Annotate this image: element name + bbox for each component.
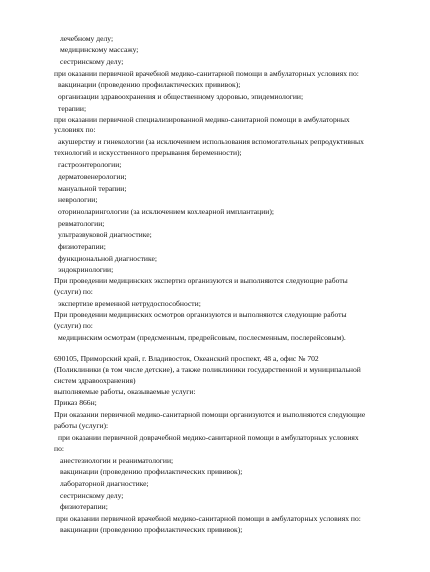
text-line: Приказ 866н; [54, 398, 97, 407]
text-line: при оказании первичной врачебной медико-санитарной помощи в амбулаторных условиях по: [54, 69, 359, 78]
text-line: систем здравоохранения) [54, 376, 136, 385]
text-line: При оказании первичной медико-санитарной помощи организуются и выполняются следующие [54, 410, 366, 419]
text-line: вакцинации (проведению профилактических прививок); [60, 525, 243, 534]
text-line: условиях по: [54, 125, 96, 134]
text-line: мануальной терапии; [58, 184, 127, 193]
text-line: медицинским осмотрам (предсменным, предрейсовым, послесменным, послерейсовым). [58, 333, 346, 342]
text-line: вакцинации (проведению профилактических прививок); [60, 467, 243, 476]
text-line: эндокринологии; [58, 265, 114, 274]
text-line: (услуги) по: [54, 287, 93, 296]
text-line: при оказании первичной специализированной медико-санитарной помощи в амбулаторных [54, 115, 350, 124]
text-line: гастроэнтерологии; [58, 160, 122, 169]
text-line: технологий и искусственного прерывания беременности); [54, 148, 242, 157]
address-line: 690105, Приморский край, г. Владивосток, Океанский проспект, 48 а, офис № 702 [54, 354, 319, 363]
text-line: работы (услуги): [54, 421, 109, 430]
text-line: по: [54, 444, 64, 453]
text-line: медицинскому массажу; [60, 45, 139, 54]
text-line: организации здравоохранения и общественному здоровью, эпидемиологии; [58, 92, 304, 101]
text-line: (услуги) по: [54, 321, 93, 330]
text-line: лабораторной диагностике; [60, 479, 149, 488]
text-line: экспертизе временной нетрудоспособности; [58, 299, 201, 308]
text-line: ревматологии; [58, 219, 105, 228]
text-line: анестезиологии и реаниматологии; [60, 456, 174, 465]
text-line: оториноларингологии (за исключением кохлеарной имплантации); [58, 207, 274, 216]
text-line: (Поликлиники (в том числе детские), а также поликлиники государственной и муниципальной [54, 365, 361, 374]
text-line: при оказании первичной доврачебной медико-санитарной помощи в амбулаторных условиях [58, 433, 359, 442]
text-line: физиотерапии; [58, 242, 106, 251]
text-line: лечебному делу; [60, 34, 114, 43]
text-line: вакцинации (проведению профилактических прививок); [58, 80, 241, 89]
text-line: терапии; [58, 104, 87, 113]
text-line: акушерству и гинекологии (за исключением использования вспомогательных репродуктивных [58, 137, 364, 146]
text-line: дерматовенерологии; [58, 172, 127, 181]
text-line: функциональной диагностике; [58, 254, 157, 263]
text-line: При проведении медицинских осмотров организуются и выполняются следующие работы [54, 310, 347, 319]
text-line: неврологии; [58, 195, 98, 204]
text-line: При проведении медицинских экспертиз организуются и выполняются следующие работы [54, 276, 348, 285]
text-line: физиотерапии; [60, 502, 108, 511]
text-line: выполняемые работы, оказываемые услуги: [54, 387, 196, 396]
text-line: сестринскому делу; [60, 491, 124, 500]
text-line: ультразвуковой диагностике; [58, 230, 152, 239]
text-line: сестринскому делу; [60, 57, 124, 66]
text-line: при оказании первичной врачебной медико-санитарной помощи в амбулаторных условиях по: [56, 514, 361, 523]
